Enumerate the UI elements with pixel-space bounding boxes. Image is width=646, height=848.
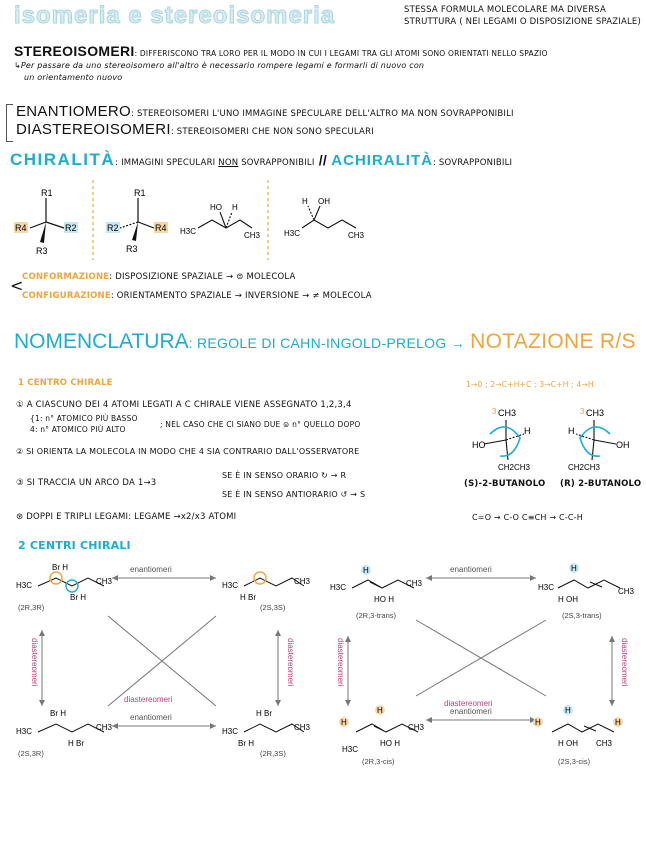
- right-tl-molecule: [330, 565, 423, 604]
- left-br-label: (2R,3S): [260, 749, 286, 758]
- priorities: 1→0 ; 2→C+H+C ; 3→C+H ; 4→H: [466, 380, 594, 389]
- svg-text:CH3: CH3: [618, 587, 635, 596]
- m3-ch3: CH3: [244, 231, 261, 240]
- centro-chirale-heading: 1 CENTRO CHIRALE: [18, 378, 113, 388]
- m1-r1: R1: [41, 188, 53, 198]
- svg-text:H: H: [535, 718, 541, 727]
- svg-text:H: H: [571, 564, 577, 573]
- svg-text:H3C: H3C: [330, 583, 347, 592]
- left-br-molecule: [222, 709, 311, 748]
- enantiomero-term: ENANTIOMERO: [16, 103, 131, 120]
- left-tl-molecule: [16, 563, 113, 602]
- svg-text:OH: OH: [616, 440, 630, 450]
- svg-text:Br H: Br H: [238, 739, 254, 748]
- conformazione-def: : DISPOSIZIONE SPAZIALE → ⊜ MOLECOLA: [109, 272, 296, 282]
- bond-examples: C=O → C-O C≡CH → C-C-H: [472, 513, 583, 522]
- m3-ho: HO: [210, 203, 222, 212]
- right-diastereomeri-r: diastereomeri: [620, 638, 629, 687]
- configurazione-term: CONFIGURAZIONE: [22, 291, 111, 301]
- nomenclatura-term: NOMENCLATURA: [14, 330, 189, 353]
- left-enantiomeri-top: enantiomeri: [130, 565, 172, 574]
- svg-text:H: H: [565, 706, 571, 715]
- m2-r1: R1: [134, 188, 146, 198]
- chiralita-def-b: SOVRAPPONIBILI: [238, 158, 315, 168]
- svg-text:HO: HO: [472, 440, 486, 450]
- svg-text:HO H: HO H: [374, 595, 394, 604]
- right-enantiomeri-bottom: enantiomeri: [450, 707, 492, 716]
- left-diastereomeri-l: diastereomeri: [30, 638, 39, 687]
- right-br-molecule: [533, 705, 623, 748]
- enantiomero-def: : STEREOISOMERI L'UNO IMMAGINE SPECULARE DELL'ALTRO MA NON SOVRAPPONIBILI: [130, 109, 514, 119]
- r-butanolo-label: (R) 2-BUTANOLO: [560, 479, 642, 489]
- step-4: ⊛ DOPPI E TRIPLI LEGAMI: LEGAME →x2/x3 ATOMI: [16, 512, 237, 522]
- subtitle-line-1: STESSA FORMULA MOLECOLARE MA DIVERSA: [404, 5, 606, 15]
- diagram-left: [12, 556, 316, 784]
- step-2: ② SI ORIENTA LA MOLECOLA IN MODO CHE 4 SIA CONTRARIO DALL'OSSERVATORE: [16, 447, 360, 456]
- m4-h: H: [302, 197, 308, 206]
- svg-text:HO H: HO H: [380, 739, 400, 748]
- molecule-1: [14, 188, 78, 256]
- svg-text:H3C: H3C: [16, 581, 33, 590]
- svg-text:H: H: [363, 566, 369, 575]
- molecule-4: [284, 197, 365, 240]
- m2-r4: R4: [155, 223, 167, 233]
- svg-text:H3C: H3C: [538, 583, 555, 592]
- step-1b: 4: n° ATOMICO PIÙ ALTO: [30, 425, 126, 434]
- left-enantiomeri-bottom: enantiomeri: [130, 713, 172, 722]
- svg-text:CH2CH3: CH2CH3: [568, 463, 601, 472]
- right-enantiomeri-top: enantiomeri: [450, 565, 492, 574]
- svg-text:CH3: CH3: [96, 577, 113, 586]
- diastereoisomeri-def: : STEREOISOMERI CHE NON SONO SPECULARI: [170, 127, 374, 137]
- right-bl-label: (2R,3-cis): [362, 757, 395, 766]
- page-title: isomeria e stereoisomeria: [14, 2, 336, 29]
- svg-text:H Br: H Br: [256, 709, 272, 718]
- step-1a: {1: n° ATOMICO PIÙ BASSO: [30, 414, 138, 423]
- svg-text:CH2CH3: CH2CH3: [498, 463, 531, 472]
- subtitle-line-2: STRUTTURA ( NEI LEGAMI O DISPOSIZIONE SPAZIALE): [404, 17, 642, 27]
- left-tr-label: (2S,3S): [260, 603, 286, 612]
- m1-r2: R2: [65, 223, 77, 233]
- svg-text:CH3: CH3: [498, 408, 517, 418]
- svg-text:H: H: [341, 718, 347, 727]
- svg-text:H Br: H Br: [240, 593, 256, 602]
- configurazione-line: [22, 291, 372, 302]
- s-butanolo-label: (S)-2-BUTANOLO: [464, 479, 546, 489]
- svg-text:H Br: H Br: [68, 739, 84, 748]
- left-diastereomeri-center: diastereomeri: [124, 695, 173, 704]
- diastereoisomeri-term: DIASTEREOISOMERI: [16, 121, 171, 138]
- left-tl-label: (2R,3R): [18, 603, 45, 612]
- svg-text:3: 3: [492, 407, 497, 416]
- step-3: ③ SI TRACCIA UN ARCO DA 1→3: [16, 478, 157, 488]
- notazione-rs: NOTAZIONE R/S: [470, 330, 636, 353]
- stereoisomeri-term: STEREOISOMERI: [14, 43, 135, 59]
- stereoisomeri-note-2: un orientamento nuovo: [24, 73, 123, 82]
- svg-text:Br H: Br H: [52, 563, 68, 572]
- svg-text:CH3: CH3: [96, 723, 113, 732]
- s-butanolo-drawing: [472, 407, 531, 472]
- right-bl-molecule: [339, 705, 425, 754]
- conformazione-line: [22, 272, 296, 283]
- stereoisomeri-def: : DIFFERISCONO TRA LORO PER IL MODO IN CUI I LEGAMI TRA GLI ATOMI SONO ORIENTATI NELLO SPAZIO: [134, 49, 548, 58]
- r-butanolo-drawing: [568, 407, 630, 472]
- step-3b: SE È IN SENSO ANTIORARIO ↺ → S: [222, 490, 366, 499]
- m3-h: H: [232, 203, 238, 212]
- diastereoisomeri-line: [16, 119, 374, 138]
- conf-brace: <: [10, 276, 24, 295]
- chiralita-non: NON: [218, 158, 239, 168]
- chiralita-term: CHIRALITÀ: [10, 150, 116, 169]
- left-bl-molecule: [16, 709, 113, 748]
- nomenclatura-line: [14, 330, 636, 354]
- svg-text:H3C: H3C: [222, 727, 239, 736]
- svg-text:H OH: H OH: [558, 739, 578, 748]
- m2-r2: R2: [107, 223, 119, 233]
- right-tr-label: (2S,3-trans): [562, 611, 602, 620]
- svg-text:3: 3: [580, 407, 585, 416]
- due-centri-heading: 2 CENTRI CHIRALI: [18, 539, 131, 552]
- left-tr-molecule: [222, 572, 311, 602]
- svg-text:H3C: H3C: [16, 727, 33, 736]
- step-3a: SE È IN SENSO ORARIO ↻ → R: [222, 471, 347, 480]
- m4-h3c: H3C: [284, 229, 301, 238]
- m4-oh: OH: [318, 197, 330, 206]
- svg-text:CH3: CH3: [294, 577, 311, 586]
- stereoisomeri-note-1: ↳Per passare da uno stereoisomero all'altro è necessario rompere legami e formarli di nuovo con: [14, 61, 425, 70]
- svg-text:H: H: [524, 426, 531, 436]
- m4-ch3: CH3: [348, 231, 365, 240]
- svg-text:CH3: CH3: [596, 739, 613, 748]
- svg-text:Br H: Br H: [70, 593, 86, 602]
- nomenclatura-rule: : REGOLE DI CAHN-INGOLD-PRELOG →: [188, 335, 466, 351]
- chiralita-line: [10, 150, 512, 170]
- right-diastereomeri-center: diastereomeri: [444, 699, 493, 708]
- diagram-right: [326, 556, 638, 784]
- right-br-label: (2S,3-cis): [558, 757, 591, 766]
- step-1: ① A CIASCUNO DEI 4 ATOMI LEGATI A C CHIRALE VIENE ASSEGNATO 1,2,3,4: [16, 400, 352, 410]
- molecule-3: [180, 203, 261, 240]
- svg-text:H: H: [615, 718, 621, 727]
- right-tl-label: (2R,3-trans): [356, 611, 397, 620]
- svg-text:H: H: [377, 706, 383, 715]
- achiralita-def: : SOVRAPPONIBILI: [432, 158, 513, 168]
- conformazione-term: CONFORMAZIONE: [22, 272, 110, 282]
- svg-text:H3C: H3C: [342, 745, 359, 754]
- m3-h3c: H3C: [180, 227, 197, 236]
- chirality-molecules: [8, 176, 388, 260]
- svg-text:CH3: CH3: [586, 408, 605, 418]
- bracket: [6, 104, 13, 142]
- svg-text:CH3: CH3: [294, 723, 311, 732]
- enantiomero-line: [16, 101, 514, 120]
- right-diastereomeri-l: diastereomeri: [336, 638, 345, 687]
- m2-r3: R3: [126, 244, 138, 254]
- butanolo-enantiomers: [460, 404, 640, 476]
- left-bl-label: (2S,3R): [18, 749, 44, 758]
- svg-text:Br H: Br H: [50, 709, 66, 718]
- svg-text:H: H: [568, 426, 575, 436]
- right-tr-molecule: [538, 563, 635, 604]
- achiralita-term: ACHIRALITÀ: [331, 152, 433, 169]
- chiralita-sep: //: [314, 152, 332, 168]
- chiralita-def-a: : IMMAGINI SPECULARI: [115, 158, 219, 168]
- left-diastereomeri-r: diastereomeri: [286, 638, 295, 687]
- step-1c: ; NEL CASO CHE CI SIANO DUE ⊜ n° QUELLO DOPO: [160, 420, 361, 429]
- m1-r4: R4: [15, 223, 27, 233]
- svg-text:CH3: CH3: [408, 723, 425, 732]
- m1-r3: R3: [36, 246, 48, 256]
- svg-text:H3C: H3C: [222, 581, 239, 590]
- svg-text:H OH: H OH: [558, 595, 578, 604]
- configurazione-def: : ORIENTAMENTO SPAZIALE → INVERSIONE → ≠ MOLECOLA: [110, 291, 372, 301]
- stereoisomeri-block: [14, 41, 642, 60]
- molecule-2: [106, 188, 168, 254]
- svg-text:CH3: CH3: [406, 579, 423, 588]
